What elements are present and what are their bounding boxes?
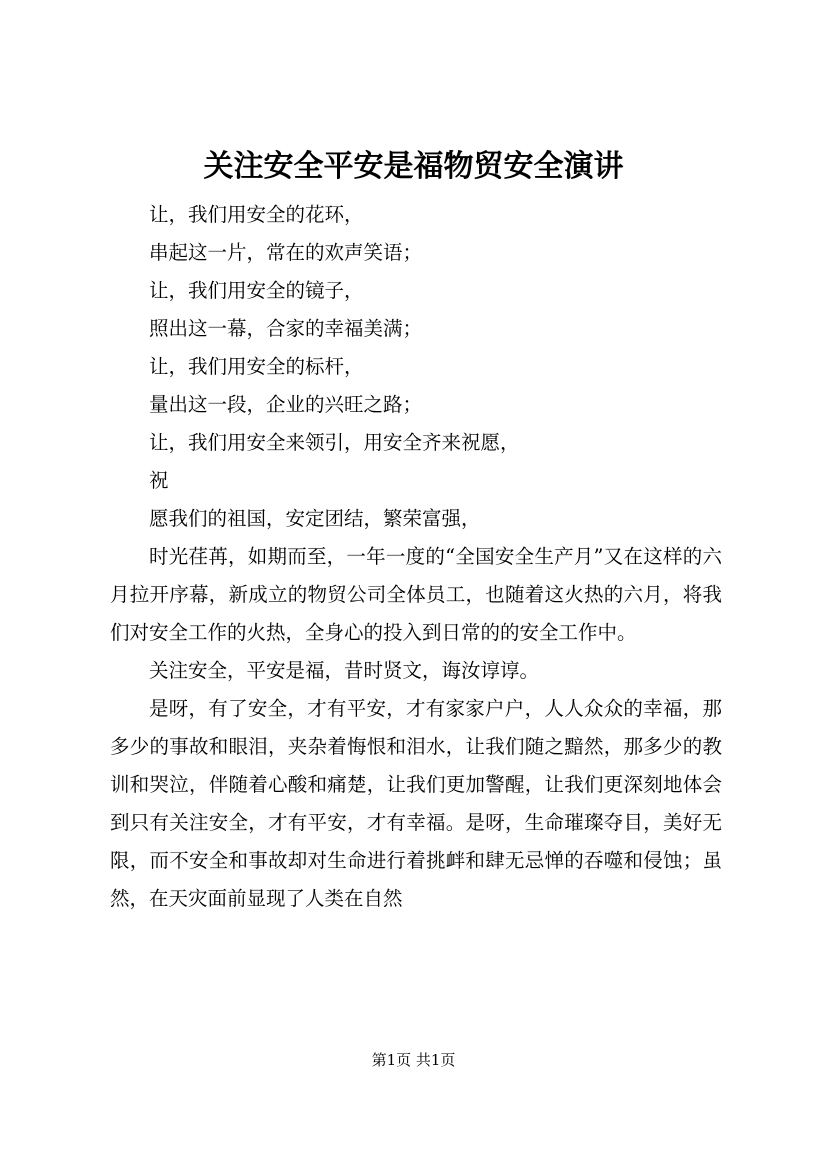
document-body bbox=[110, 196, 722, 918]
paragraph: 照出这一幕，合家的幸福美满； bbox=[149, 317, 423, 340]
paragraph: 量出这一段，企业的兴旺之路； bbox=[149, 393, 423, 416]
paragraph: 让，我们用安全的镜子， bbox=[149, 279, 364, 302]
document-title: 关注安全平安是福物贸安全演讲 bbox=[203, 149, 624, 184]
paragraph: 关注安全，平安是福，昔时贤文，诲汝谆谆。 bbox=[149, 659, 540, 682]
paragraph: 让，我们用安全的花环， bbox=[149, 203, 364, 226]
paragraph: 让，我们用安全的标杆， bbox=[149, 355, 364, 378]
paragraph: 时光荏苒，如期而至，一年一度的“全国安全生产月”又在这样的六月拉开序幕，新成立的物贸公司全体员工，也随着这火热的六月，将我们对安全工作的火热，全身心的投入到日常的的安全工作中。 bbox=[110, 545, 722, 644]
page-indicator: 第1页 共1页 bbox=[371, 1051, 456, 1069]
page-footer bbox=[0, 1048, 827, 1072]
paragraph: 祝 bbox=[149, 469, 169, 492]
paragraph: 让，我们用安全来领引，用安全齐来祝愿， bbox=[149, 431, 520, 454]
paragraph: 串起这一片，常在的欢声笑语； bbox=[149, 241, 423, 264]
paragraph: 是呀，有了安全，才有平安，才有家家户户，人人众众的幸福，那多少的事故和眼泪，夹杂着悔恨和泪水，让我们随之黯然，那多少的教训和哭泣，伴随着心酸和痛楚，让我们更加警醒，让我们更深刻地体会到只有关注安全，才有平安，才有幸福。是呀，生命璀璨夺目，美好无限，而不安全和事故却对生命进行着挑衅和肆无忌惮的吞噬和侵蚀；虽然，在天灾面前显现了人类在自然 bbox=[110, 697, 722, 910]
paragraph: 愿我们的祖国，安定团结，繁荣富强， bbox=[149, 507, 481, 530]
